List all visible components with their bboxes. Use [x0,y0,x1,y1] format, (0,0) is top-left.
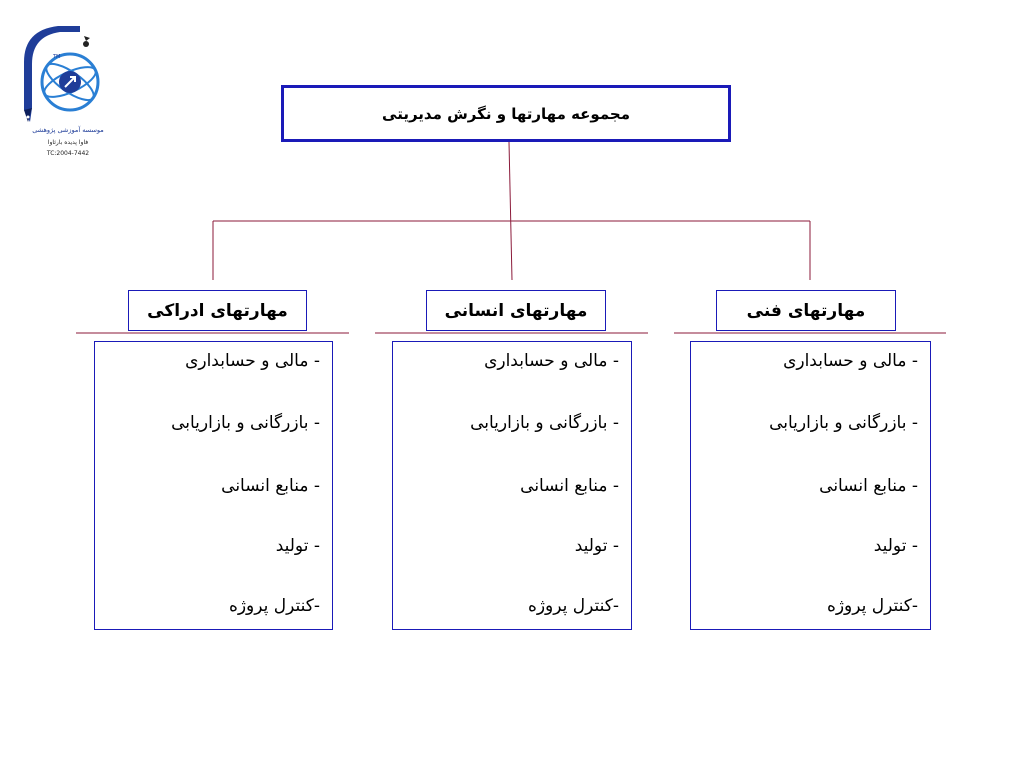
root-node-title: مجموعه مهارتها و نگرش مدیریتی [382,104,630,123]
list-item: - تولید [275,536,320,556]
category-box-technical [716,290,896,331]
logo-emblem-icon [18,22,118,127]
category-title: مهارتهای فنی [746,300,866,321]
category-box-conceptual [128,290,307,331]
list-item: - منابع انسانی [221,476,320,496]
list-item: - بازرگانی و بازاریابی [171,413,320,433]
skills-list-human [392,341,632,630]
list-item: -کنترل پروژه [826,596,918,616]
list-item: - بازرگانی و بازاریابی [470,413,619,433]
list-item: - تولید [873,536,918,556]
category-title: مهارتهای انسانی [444,300,588,321]
institute-logo [18,22,118,162]
category-box-human [426,290,606,331]
list-item: - مالی و حسابداری [185,351,320,371]
category-title: مهارتهای ادراکی [147,300,288,321]
skills-list-technical [690,341,931,630]
list-item: -کنترل پروژه [527,596,619,616]
skills-list-conceptual [94,341,333,630]
root-node-box [281,85,731,142]
logo-subtitle: فاوا پدیده بارثاوا [47,139,89,146]
list-item: -کنترل پروژه [228,596,320,616]
list-item: - تولید [574,536,619,556]
trademark-mark: TM [53,54,61,60]
logo-institute-name: موسسه آموزشی پژوهشی [32,126,104,134]
list-item: - منابع انسانی [520,476,619,496]
list-item: - مالی و حسابداری [783,351,918,371]
list-item: - منابع انسانی [819,476,918,496]
logo-code: TC:2004-7442 [46,150,90,157]
list-item: - مالی و حسابداری [484,351,619,371]
list-item: - بازرگانی و بازاریابی [769,413,918,433]
